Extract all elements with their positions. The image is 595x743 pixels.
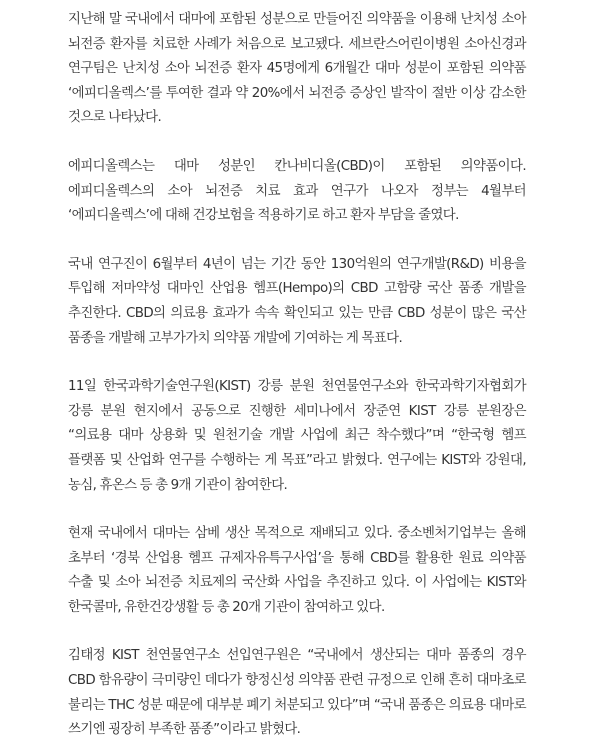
paragraph: 지난해 말 국내에서 대마에 포함된 성분으로 만들어진 의약품을 이용해 난치성 소아 뇌전증 환자를 치료한 사례가 처음으로 보고됐다. 세브란스어린이병원 소아신경과 연구팀은 난치성 소아 뇌전증 환자 45명에게 6개월간 대마 성분이 포함된 의약품 ‘에피디올렉스’를 투여한 결과 약 20%에서 뇌전증 증상인 발작이 절반 이상 감소한 것으로 나타났다. <box>68 12 526 126</box>
article-body <box>68 8 526 743</box>
paragraph: 김태정 KIST 천연물연구소 선입연구원은 “국내에서 생산되는 대마 품종의 경우 CBD 함유량이 극미량인 데다가 향정신성 의약품 관련 규정으로 인해 흔히 대마초로 불리는 THC 성분 때문에 대부분 폐기 처분되고 있다”며 “국내 품종은 의료용 대마로 쓰기엔 굉장히 부족한 품종”이라고 밝혔다. <box>68 648 526 738</box>
paragraph: 현재 국내에서 대마는 삼베 생산 목적으로 재배되고 있다. 중소벤처기업부는 올해 초부터 ‘경북 산업용 헴프 규제자유특구사업’을 통해 CBD를 활용한 원료 의약품 수출 및 소아 뇌전증 치료제의 국산화 사업을 추진하고 있다. 이 사업에는 KIST와 한국콜마, 유한건강생활 등 총 20개 기관이 참여하고 있다. <box>68 526 526 615</box>
paragraph: 국내 연구진이 6월부터 4년이 넘는 기간 동안 130억원의 연구개발(R&D) 비용을 투입해 저마약성 대마인 산업용 헴프(Hempo)의 CBD 고함량 국산 품종 개발을 추진한다. CBD의 의료용 효과가 속속 확인되고 있는 만큼 CBD 성분이 많은 국산 품종을 개발해 고부가가치 의약품 개발에 기여하는 게 목표다. <box>68 256 526 346</box>
paragraph: 에피디올렉스는 대마 성분인 칸나비디올(CBD)이 포함된 의약품이다. 에피디올렉스의 소아 뇌전증 치료 효과 연구가 나오자 정부는 4월부터 ‘에피디올렉스’에 대해 건강보험을 적용하기로 하고 환자 부담을 줄였다. <box>68 158 526 224</box>
paragraph: 11일 한국과학기술연구원(KIST) 강릉 분원 천연물연구소와 한국과학기자협회가 강릉 분원 현지에서 공동으로 진행한 세미나에서 장준연 KIST 강릉 분원장은 “의료용 대마 상용화 및 원천기술 개발 사업에 최근 착수했다”며 “한국형 헴프 플랫폼 및 산업화 연구를 수행하는 게 목표”라고 밝혔다. 연구에는 KIST와 강원대, 농심, 휴온스 등 총 9개 기관이 참여한다. <box>68 379 526 493</box>
